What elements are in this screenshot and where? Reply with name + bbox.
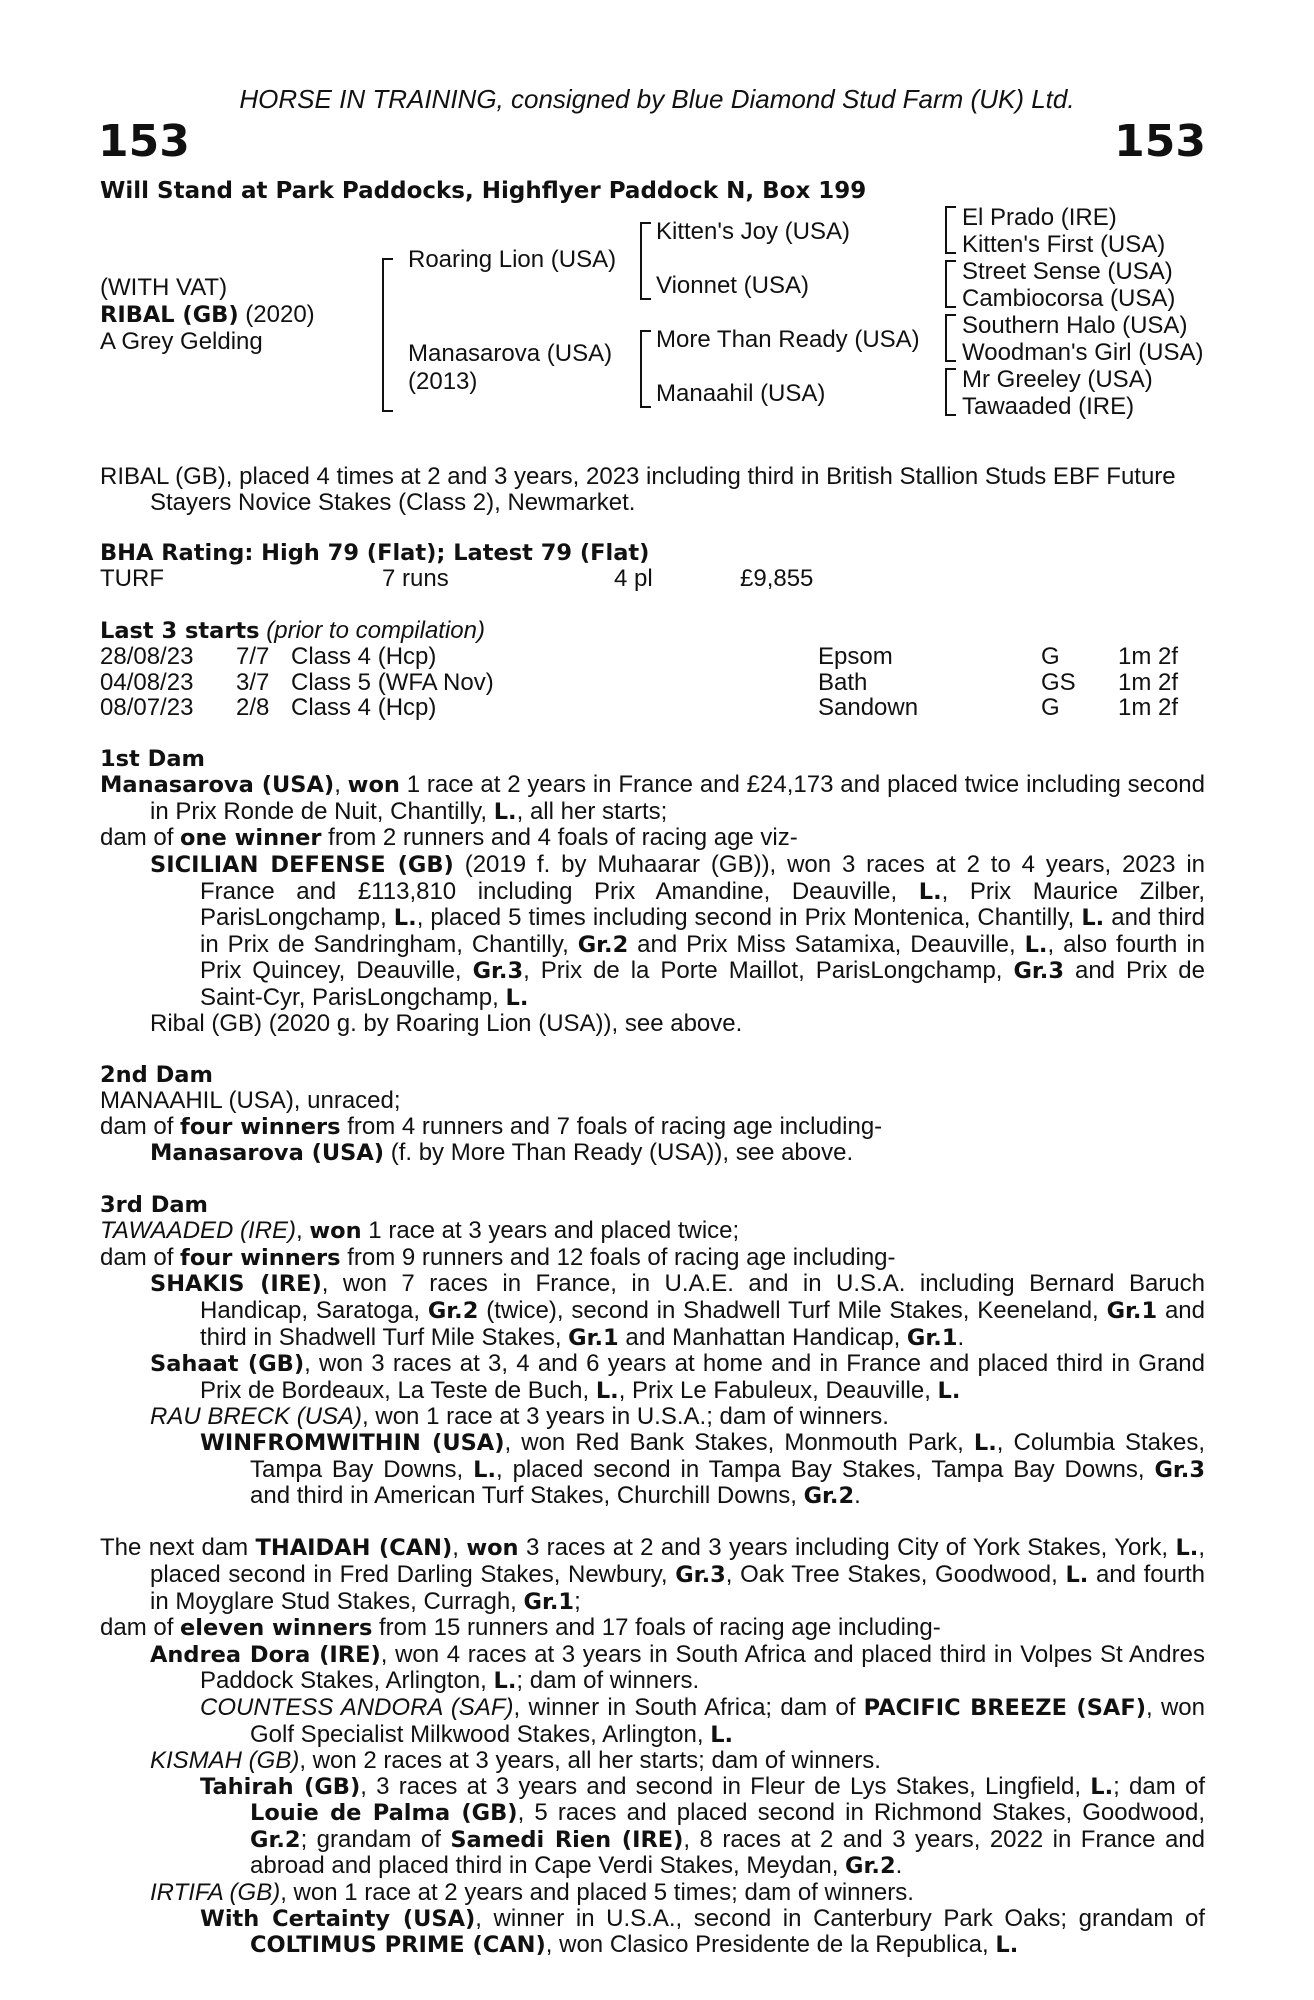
dam-sire: More Than Ready (USA) — [656, 326, 920, 353]
start-distance: 1m 2f — [1118, 643, 1179, 671]
progeny-kismah — [100, 1748, 1205, 1774]
dam-name: THAIDAH (CAN) — [255, 1535, 453, 1562]
progeny-irtifa — [100, 1880, 1205, 1906]
group3-badge: Gr.3 — [675, 1561, 726, 1588]
second-dam-produce — [100, 1114, 1205, 1141]
progeny-andrea-dora — [100, 1642, 1205, 1695]
pedigree-brace-g3-2 — [945, 260, 956, 308]
record-text: , Oak Tree Stakes, Goodwood, — [725, 1560, 1066, 1588]
winners-count: four winners — [180, 1244, 341, 1271]
record-text: , all her starts; — [516, 797, 668, 825]
start-course: Sandown — [818, 694, 919, 722]
summary-line-2: Future Stayers Novice Stakes (Class 2), Newmarket. — [150, 463, 1176, 516]
stand-location: Will Stand at Park Paddocks, Highflyer Paddock N, Box 199 — [100, 178, 867, 204]
winners-count: eleven winners — [180, 1615, 373, 1642]
horse-description: A Grey Gelding — [100, 328, 263, 355]
group2-badge: Gr.2 — [845, 1853, 896, 1880]
g3-cambiocorsa: Cambiocorsa (USA) — [962, 285, 1176, 312]
lot-number-left: 153 — [98, 116, 190, 167]
progeny-text: (twice), second in Shadwell Turf Mile Stakes, Keeneland, — [478, 1297, 1107, 1324]
progeny-rau-breck — [100, 1404, 1205, 1430]
start-course: Bath — [818, 668, 868, 696]
progeny-text: ; dam of winners. — [516, 1667, 700, 1695]
group2-badge: Gr.2 — [577, 931, 629, 958]
summary-line-1: RIBAL (GB), placed 4 times at 2 and 3 years, 2023 including third in British Stallion Studs EBF — [100, 463, 1100, 490]
first-dam-record: Manasarova (USA), won 1 race at 2 years in France and £24,173 and placed twice including second in Prix Ronde de Nuit, Chantilly, L., all her starts; — [100, 771, 1206, 825]
third-dam-heading: 3rd Dam — [100, 1191, 208, 1218]
group1-badge: Gr.1 — [1106, 1298, 1158, 1324]
progeny-text: , also fourth in Prix Quincey, Deauville, — [200, 930, 1206, 985]
last-starts-heading — [100, 618, 1205, 645]
listed-badge: L. — [918, 878, 942, 905]
progeny-text: , winner in South Africa; dam of — [513, 1693, 864, 1721]
produce-text: from 4 runners and 7 foals of racing age including- — [340, 1112, 883, 1140]
progeny-name: Louie de Palma (GB) — [250, 1800, 518, 1827]
listed-badge: L. — [493, 798, 517, 825]
runs: 7 runs — [382, 565, 449, 593]
group2-badge: Gr.2 — [427, 1298, 479, 1324]
progeny-text: , won 4 races at 3 years in South Africa and placed third in Volpes St Andres Paddock Stakes, Arlington, — [200, 1640, 1205, 1695]
listed-badge: L. — [973, 1429, 997, 1456]
bha-rating: BHA Rating: High 79 (Flat); Latest 79 (Flat) — [100, 539, 650, 566]
last-starts-title: Last 3 starts — [100, 617, 260, 644]
third-dam-record: TAWAADED (IRE), won 1 race at 3 years and placed twice; — [100, 1217, 740, 1245]
progeny-text: , won 2 races at 3 years, all her starts; dam of winners. — [299, 1747, 881, 1775]
progeny-name: With Certainty (USA) — [200, 1905, 476, 1932]
winners-count: four winners — [180, 1113, 341, 1140]
start-distance: 1m 2f — [1118, 668, 1179, 696]
progeny-manasarova — [100, 1140, 1205, 1167]
progeny-name: COLTIMUS PRIME (CAN) — [250, 1932, 546, 1959]
first-dam-section — [100, 747, 1205, 1038]
group3-badge: Gr.3 — [1013, 958, 1065, 985]
placed: 4 pl — [614, 565, 653, 593]
dam: Manasarova (USA) — [408, 340, 613, 367]
g3-street-sense: Street Sense (USA) — [962, 258, 1173, 285]
listed-badge: L. — [710, 1721, 734, 1748]
record-text: , placed second in Fred Darling Stakes, Newbury, — [150, 1534, 1205, 1588]
earnings: £9,855 — [740, 565, 814, 593]
progeny-text: , Prix Maurice Zilber, ParisLongchamp, — [200, 877, 1205, 932]
sire: Roaring Lion (USA) — [408, 246, 617, 273]
progeny-tahirah: Tahirah (GB), 3 races at 3 years and second in Fleur de Lys Stakes, Lingfield, L.; dam of Louie de Palma (GB), 5 races and placed second in Richmond Stakes, Goodwood, Gr.2; grandam of Samedi Rien (IRE), 8 races at 2 and 3 years, 2022 in France and abroad and placed third in Cape Verdi Stakes, Meydan, Gr.2. — [200, 1772, 1206, 1880]
progeny-name: IRTIFA (GB) — [150, 1879, 281, 1907]
third-dam-produce — [100, 1245, 1205, 1272]
listed-badge: L. — [1081, 905, 1105, 932]
progeny-text: , 8 races at 2 and 3 years, 2022 in France and abroad and placed third in Cape Verdi Stakes, Meydan, — [250, 1825, 1205, 1880]
start-position: 3/7 — [236, 668, 270, 696]
pedigree-brace-sire — [640, 222, 651, 300]
second-dam-record: MANAAHIL (USA), unraced; — [100, 1087, 401, 1115]
turf-record — [100, 566, 1205, 592]
produce-text: from 9 runners and 12 foals of racing age including- — [340, 1243, 896, 1271]
record-text: 3 races at 2 and 3 years including City of York Stakes, York, — [518, 1534, 1176, 1562]
progeny-name: COUNTESS ANDORA (SAF) — [200, 1693, 514, 1721]
listed-badge: L. — [393, 905, 417, 932]
last-starts-note: (prior to compilation) — [266, 616, 485, 644]
surface: TURF — [100, 565, 164, 593]
first-dam-heading: 1st Dam — [100, 745, 205, 772]
progeny-name: SICILIAN DEFENSE (GB) — [150, 851, 454, 878]
progeny-text: , won Red Bank Stakes, Monmouth Park, — [504, 1428, 974, 1456]
won-label: won — [347, 772, 400, 799]
start-row — [100, 670, 1205, 696]
progeny-name: Tahirah (GB) — [200, 1773, 361, 1800]
progeny-shakis: SHAKIS (IRE), won 7 races in France, in U.A.E. and in U.S.A. including Bernard Baruch Handicap, Saratoga, Gr.2 (twice), second in Shadwell Turf Mile Stakes, Keeneland, Gr.1 and third in Shadwell Turf Mile Stakes, Gr.1 and Manhattan Handicap, Gr.1. — [150, 1270, 1206, 1351]
progeny-name: KISMAH (GB) — [150, 1747, 300, 1775]
progeny-text: (2019 f. by Muhaarar (GB)), won 3 races at 2 to 4 years, 2023 in France and £113,810 including Prix Amandine, Deauville, — [200, 850, 1205, 905]
dam-of-label: dam of — [100, 824, 181, 852]
g3-el-prado: El Prado (IRE) — [962, 204, 1117, 231]
consignment-header: HORSE IN TRAINING, consigned by Blue Diamond Stud Farm (UK) Ltd. — [239, 84, 1075, 114]
last-starts-section — [100, 618, 1205, 721]
dam-year: (2013) — [408, 368, 478, 395]
progeny-text: , won 1 race at 3 years in U.S.A.; dam of winners. — [362, 1403, 889, 1431]
g3-kittens-first: Kitten's First (USA) — [962, 231, 1166, 258]
record-text: and fourth in Moyglare Stud Stakes, Curragh, — [150, 1560, 1206, 1615]
dam-name: Manasarova (USA) — [100, 772, 335, 799]
progeny-text: , 5 races and placed second in Richmond Stakes, Goodwood, — [517, 1799, 1206, 1827]
progeny-text: , won 1 race at 2 years and placed 5 times; dam of winners. — [280, 1879, 914, 1907]
g3-southern-halo: Southern Halo (USA) — [962, 312, 1188, 339]
won-label: won — [466, 1535, 519, 1562]
progeny-text: , winner in U.S.A., second in Canterbury Park Oaks; grandam of — [475, 1904, 1206, 1932]
next-dam-produce — [100, 1615, 1205, 1642]
listed-badge: L. — [493, 1668, 517, 1695]
horse-name-line — [100, 301, 315, 329]
group2-badge: Gr.2 — [803, 1483, 855, 1510]
progeny-with-certainty — [100, 1906, 1205, 1959]
progeny-name: Sahaat (GB) — [150, 1351, 305, 1378]
progeny-name: Samedi Rien (IRE) — [450, 1826, 684, 1853]
progeny-name: Manasarova (USA) — [150, 1140, 385, 1167]
sire-dam: Vionnet (USA) — [656, 272, 809, 299]
start-row — [100, 644, 1205, 670]
listed-badge: L. — [1175, 1535, 1199, 1562]
progeny-name: WINFROMWITHIN (USA) — [200, 1429, 505, 1456]
record-text: 1 race at 2 years in France and £24,173 and placed twice including second in Prix Ronde de Nuit, Chantilly, — [150, 771, 1206, 825]
progeny-text: , Prix Le Fabuleux, Deauville, — [618, 1376, 938, 1404]
g3-mr-greeley: Mr Greeley (USA) — [962, 366, 1153, 393]
start-going: G — [1041, 694, 1060, 722]
won-label: won — [309, 1218, 362, 1245]
group1-badge: Gr.1 — [906, 1324, 958, 1351]
start-race: Class 4 (Hcp) — [291, 643, 437, 671]
next-dam-record: The next dam THAIDAH (CAN), won 3 races at 2 and 3 years including City of York Stakes, York, L., placed second in Fred Darling Stakes, Newbury, Gr.3, Oak Tree Stakes, Goodwood, L. and fourth in Moyglare Stud Stakes, Curragh, Gr.1; — [100, 1534, 1206, 1615]
progeny-name: Andrea Dora (IRE) — [150, 1641, 381, 1668]
horse-year: (2020) — [245, 301, 315, 328]
listed-badge: L. — [1024, 931, 1048, 958]
start-date: 08/07/23 — [100, 694, 194, 722]
progeny-name: PACIFIC BREEZE (SAF) — [863, 1694, 1146, 1721]
rating-section — [100, 541, 1205, 592]
third-dam-section — [100, 1193, 1205, 1510]
start-going: GS — [1041, 668, 1076, 696]
progeny-text: ; dam of — [1113, 1772, 1205, 1800]
progeny-text: and Prix Miss Satamixa, Deauville, — [628, 930, 1025, 958]
progeny-text: ; grandam of — [300, 1825, 451, 1853]
listed-badge: L. — [1065, 1561, 1089, 1588]
catalogue-body — [100, 464, 1205, 1959]
listed-badge: L. — [473, 1456, 497, 1483]
second-dam-section — [100, 1063, 1205, 1167]
progeny-text: and Manhattan Handicap, — [618, 1323, 907, 1351]
horse-name: RIBAL (GB) — [100, 302, 239, 328]
lot-number-right: 153 — [1114, 116, 1206, 167]
listed-badge: L. — [595, 1377, 619, 1404]
second-dam-heading: 2nd Dam — [100, 1061, 213, 1088]
start-date: 28/08/23 — [100, 643, 194, 671]
progeny-text: and third in Shadwell Turf Mile Stakes, — [200, 1297, 1206, 1351]
progeny-text: , 3 races at 3 years and second in Fleur de Lys Stakes, Lingfield, — [360, 1772, 1091, 1800]
group1-badge: Gr.1 — [523, 1588, 575, 1615]
progeny-countess-andora — [100, 1695, 1205, 1748]
group1-badge: Gr.1 — [568, 1324, 619, 1351]
start-position: 7/7 — [236, 643, 270, 671]
g3-tawaaded: Tawaaded (IRE) — [962, 393, 1135, 420]
g3-woodmans-girl: Woodman's Girl (USA) — [962, 339, 1204, 366]
progeny-text: and third in American Turf Stakes, Churchill Downs, — [250, 1482, 804, 1510]
progeny-text: , Columbia Stakes, Tampa Bay Downs, — [250, 1428, 1206, 1483]
progeny-text: , won Clasico Presidente de la Republica, — [545, 1931, 996, 1959]
progeny-text: , placed 5 times including second in Prix Montenica, Chantilly, — [416, 904, 1082, 932]
start-going: G — [1041, 643, 1060, 671]
group3-badge: Gr.3 — [472, 958, 524, 985]
group3-badge: Gr.3 — [1154, 1456, 1206, 1483]
progeny-text: (f. by More Than Ready (USA)), see above. — [384, 1139, 854, 1167]
next-dam-intro: The next dam — [100, 1534, 256, 1562]
pedigree-brace-main — [382, 258, 393, 412]
progeny-text: , won Golf Specialist Milkwood Stakes, Arlington, — [250, 1693, 1205, 1748]
start-row — [100, 695, 1205, 721]
race-summary — [100, 464, 1205, 515]
listed-badge: L. — [937, 1377, 961, 1404]
sire-sire: Kitten's Joy (USA) — [656, 218, 850, 245]
progeny-sahaat — [100, 1351, 1205, 1404]
progeny-ribal: Ribal (GB) (2020 g. by Roaring Lion (USA)), see above. — [150, 1010, 743, 1038]
vat-label: (WITH VAT) — [100, 274, 228, 301]
progeny-text: , placed second in Tampa Bay Stakes, Tampa Bay Downs, — [496, 1455, 1155, 1483]
winners-count: one winner — [180, 825, 322, 852]
next-dam-section — [100, 1535, 1205, 1959]
progeny-text: , won 3 races at 3, 4 and 6 years at home and in France and placed third in Grand Prix de Bordeaux, La Teste de Buch, — [200, 1350, 1205, 1404]
progeny-text: and third in Prix de Sandringham, Chantilly, — [200, 904, 1205, 958]
progeny-text: , won 7 races in France, in U.A.E. and in U.S.A. including Bernard Baruch Handicap, Saratoga, — [200, 1270, 1205, 1324]
progeny-name: RAU BRECK (USA) — [150, 1403, 363, 1431]
progeny-text: , Prix de la Porte Maillot, ParisLongchamp, — [523, 957, 1014, 985]
produce-text: from 15 runners and 17 foals of racing age including- — [372, 1614, 941, 1642]
first-dam-produce — [100, 825, 1205, 852]
group2-badge: Gr.2 — [250, 1826, 301, 1853]
record-text: 1 race at 3 years and placed twice; — [361, 1217, 740, 1245]
listed-badge: L. — [1090, 1773, 1114, 1800]
start-course: Epsom — [818, 643, 893, 671]
produce-text: from 2 runners and 4 foals of racing age viz- — [321, 824, 798, 852]
progeny-sicilian-defense — [100, 852, 1205, 1012]
dam-of-label: dam of — [100, 1112, 181, 1140]
start-race: Class 5 (WFA Nov) — [291, 668, 494, 696]
start-date: 04/08/23 — [100, 668, 194, 696]
listed-badge: L. — [995, 1932, 1019, 1959]
progeny-text: and Prix de Saint-Cyr, ParisLongchamp, — [200, 957, 1205, 1011]
start-distance: 1m 2f — [1118, 694, 1179, 722]
listed-badge: L. — [505, 984, 529, 1011]
dam-of-label: dam of — [100, 1243, 181, 1271]
progeny-name: SHAKIS (IRE) — [150, 1271, 322, 1298]
dam-name: TAWAADED (IRE) — [100, 1217, 297, 1245]
pedigree-brace-g3-1 — [945, 206, 956, 254]
pedigree-brace-g3-4 — [945, 368, 956, 416]
dam-of-label: dam of — [100, 1614, 181, 1642]
start-position: 2/8 — [236, 694, 270, 722]
dam-dam: Manaahil (USA) — [656, 380, 826, 407]
progeny-winfromwithin: WINFROMWITHIN (USA), won Red Bank Stakes, Monmouth Park, L., Columbia Stakes, Tampa Bay Downs, L., placed second in Tampa Bay Stakes, Tampa Bay Downs, Gr.3 and third in American Turf Stakes, Churchill Downs, Gr.2. — [200, 1428, 1206, 1510]
pedigree-brace-dam — [640, 330, 651, 408]
start-race: Class 4 (Hcp) — [291, 694, 437, 722]
pedigree-brace-g3-3 — [945, 314, 956, 362]
